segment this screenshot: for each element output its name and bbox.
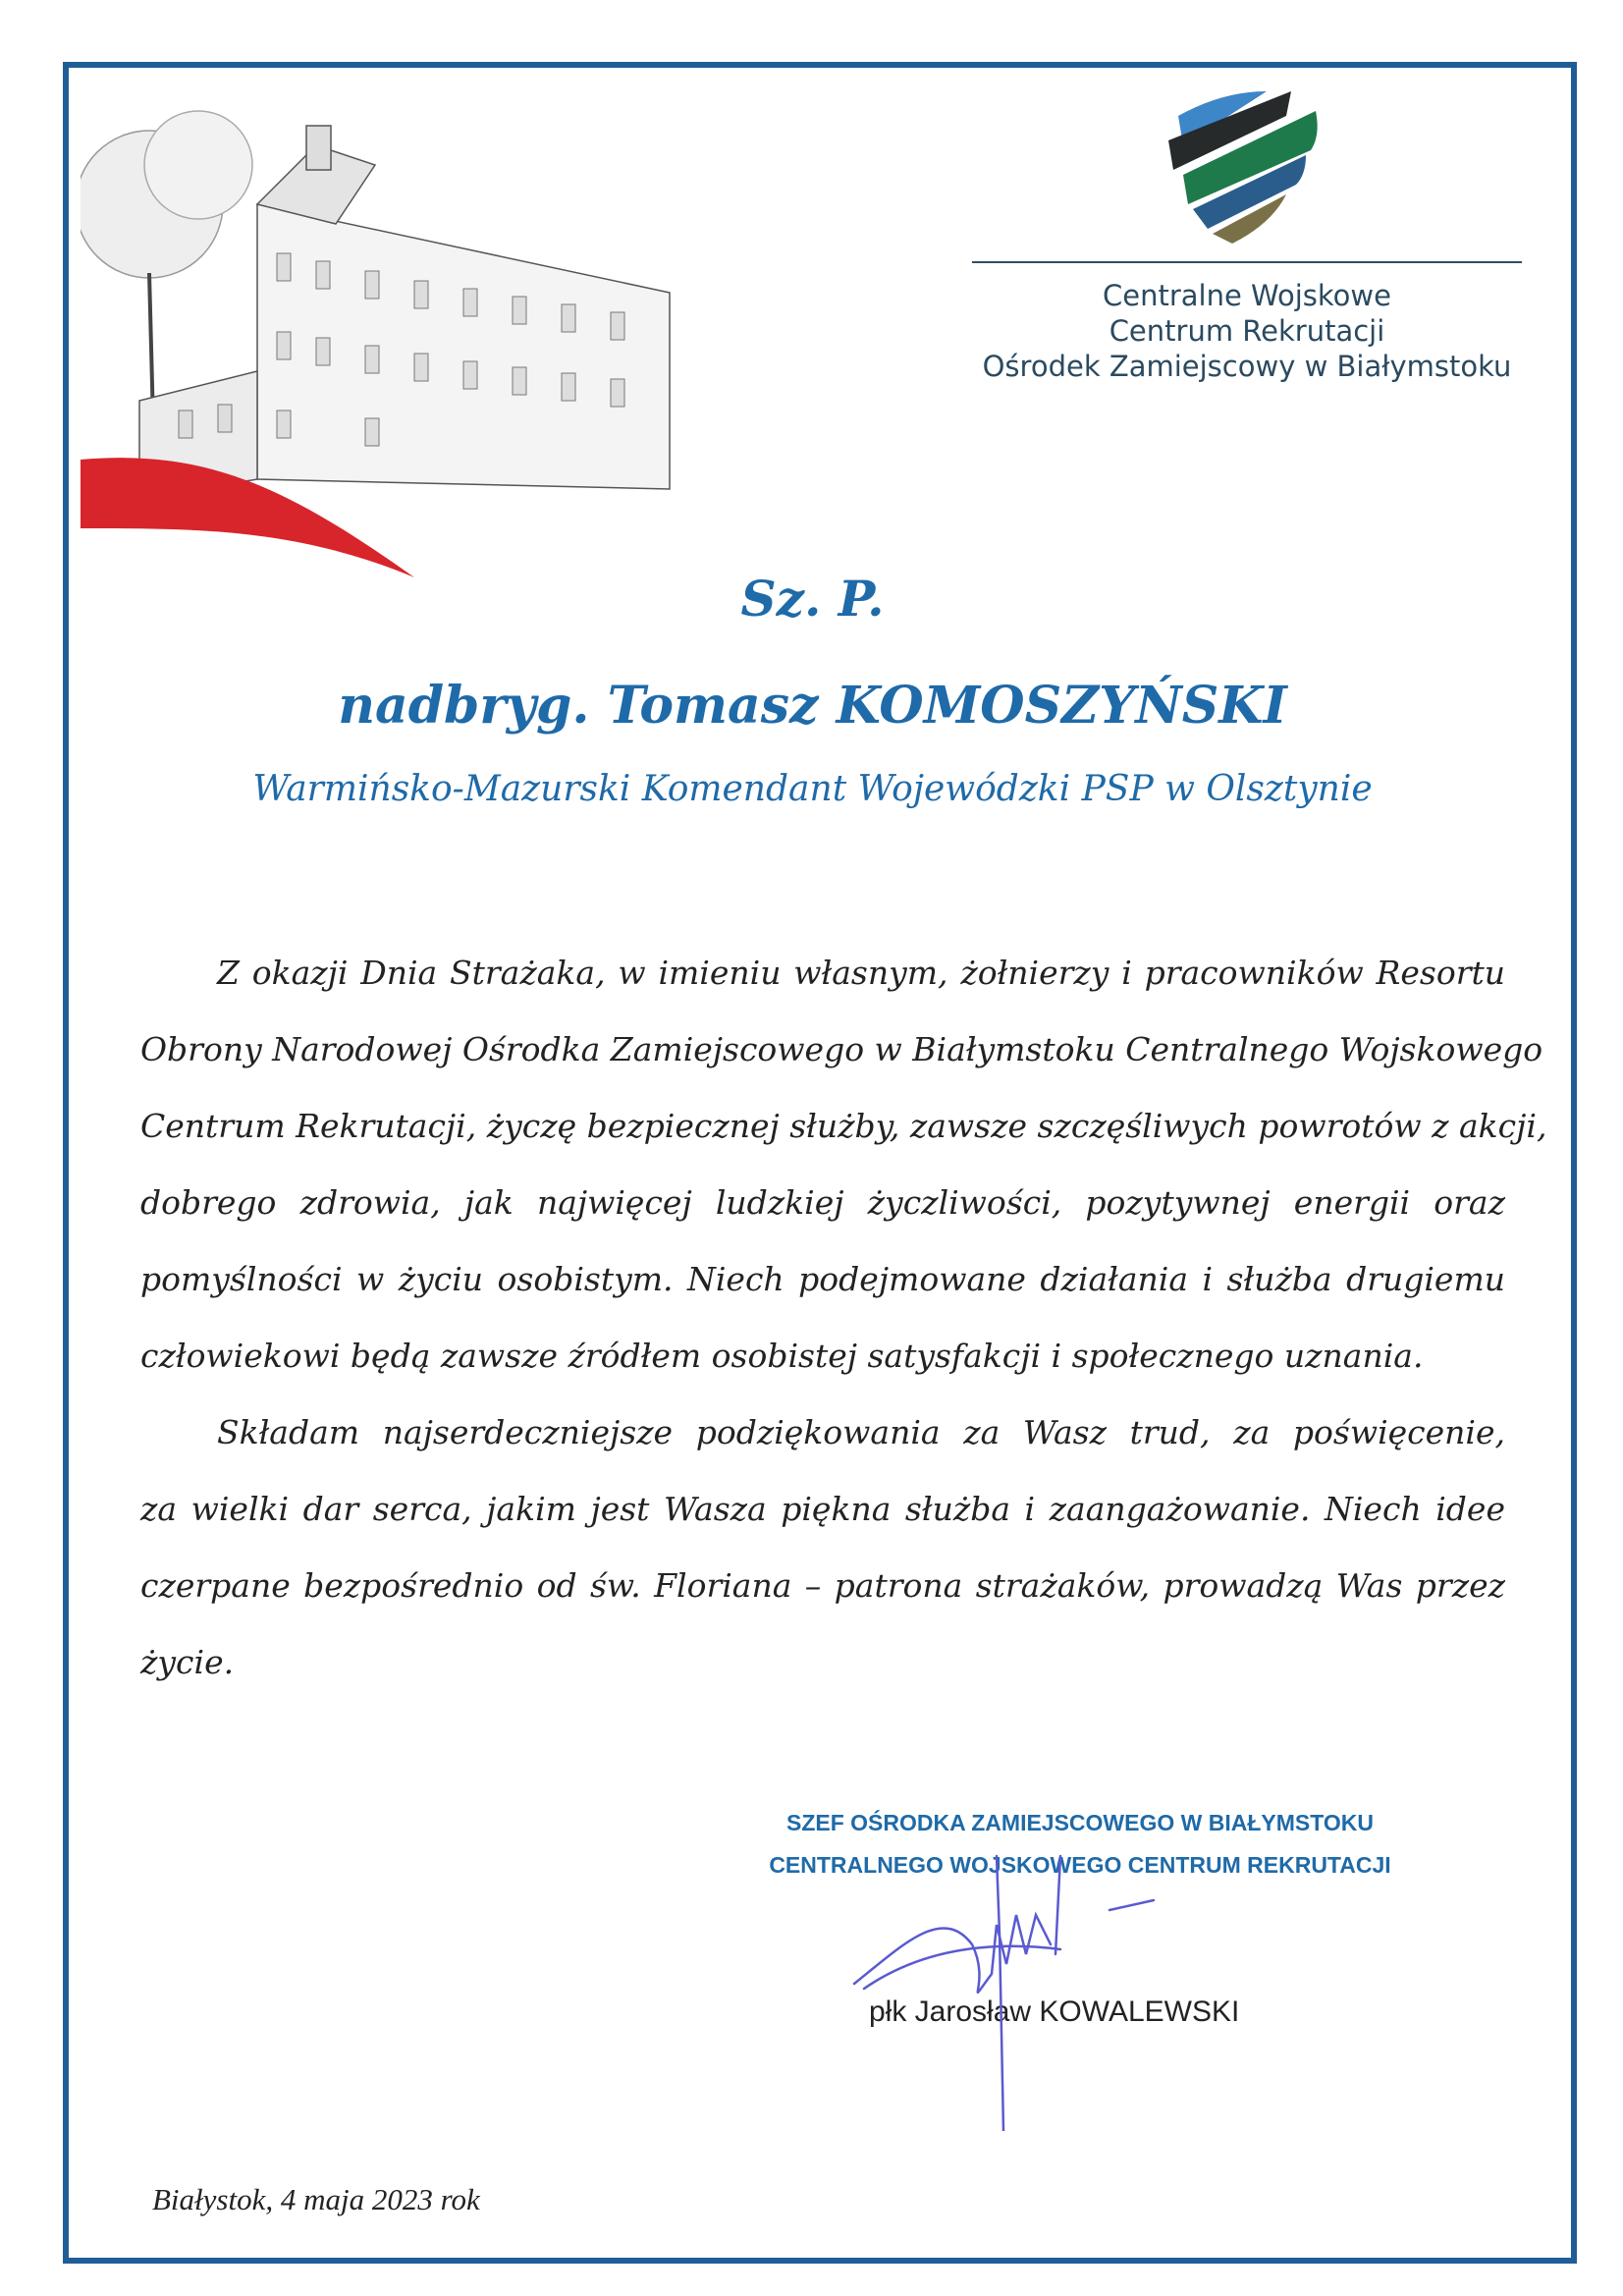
org-line-3: Ośrodek Zamiejscowy w Białymstoku bbox=[982, 350, 1512, 383]
body-line: Obrony Narodowej Ośrodka Zamiejscowego w Białymstoku Centralnego Wojskowego bbox=[140, 1030, 1543, 1068]
organization-name bbox=[923, 278, 1571, 384]
signer-title-line-2: CENTRALNEGO WOJSKOWEGO CENTRUM REKRUTACJI bbox=[769, 1852, 1391, 1878]
paragraph-2 bbox=[140, 1394, 1505, 1701]
body-line: człowiekowi będą zawsze źródłem osobistej satysfakcji i społecznego uznania. bbox=[140, 1337, 1424, 1375]
body-line: Składam najserdeczniejsze podziękowania za Wasz trud, za poświęcenie, bbox=[217, 1413, 1505, 1451]
addressee-name: nadbryg. Tomasz KOMOSZYŃSKI bbox=[338, 676, 1287, 736]
org-line-1: Centralne Wojskowe bbox=[1103, 279, 1391, 312]
body-line: czerpane bezpośrednio od św. Floriana – patrona strażaków, prowadzą Was przez bbox=[140, 1566, 1505, 1605]
cwcr-logo bbox=[1163, 86, 1335, 244]
org-line-2: Centrum Rekrutacji bbox=[1109, 314, 1385, 348]
paragraph-1 bbox=[140, 935, 1547, 1394]
body-line: za wielki dar serca, jakim jest Wasza piękna służba i zaangażowanie. Niech idee bbox=[140, 1490, 1505, 1528]
salutation: Sz. P. bbox=[740, 570, 885, 628]
body-line: Centrum Rekrutacji, życzę bezpiecznej służby, zawsze szczęśliwych powrotów z akcji, bbox=[140, 1107, 1547, 1145]
body-line: pomyślności w życiu osobistym. Niech podejmowane działania i służba drugiemu bbox=[140, 1260, 1505, 1298]
signer-title-line-1: SZEF OŚRODKA ZAMIEJSCOWEGO W BIAŁYMSTOKU bbox=[785, 1810, 1374, 1835]
signer-name: płk Jarosław KOWALEWSKI bbox=[869, 1995, 1240, 2028]
body-line: Z okazji Dnia Strażaka, w imieniu własnym, żołnierzy i pracowników Resortu bbox=[217, 954, 1505, 992]
addressee-role: Warmińsko-Mazurski Komendant Wojewódzki PSP w Olsztynie bbox=[252, 769, 1373, 809]
handwritten-signature bbox=[825, 1836, 1240, 2131]
body-line: dobrego zdrowia, jak najwięcej ludzkiej życzliwości, pozytywnej energii oraz bbox=[140, 1183, 1505, 1222]
place-and-date: Białystok, 4 maja 2023 rok bbox=[152, 2182, 480, 2216]
body-line: życie. bbox=[140, 1643, 235, 1681]
building-illustration bbox=[81, 86, 729, 587]
logo-divider bbox=[972, 261, 1522, 263]
